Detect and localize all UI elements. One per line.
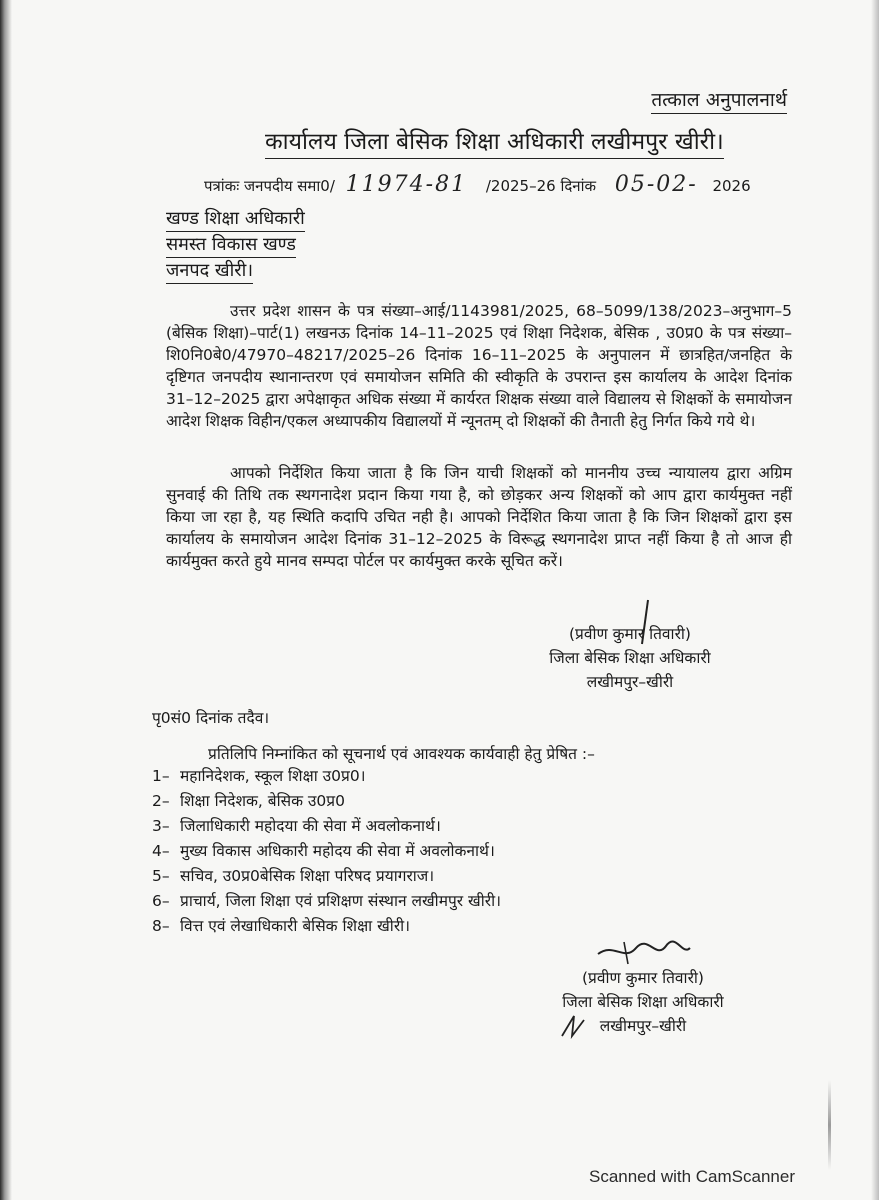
list-item-text: मुख्य विकास अधिकारी महोदय की सेवा में अवलोकनार्थ।: [180, 842, 495, 860]
body-paragraph-2: [166, 462, 792, 572]
list-item-text: सचिव, उ0प्र0बेसिक शिक्षा परिषद प्रयागराज।: [180, 867, 435, 885]
list-item-text: वित्त एवं लेखाधिकारी बेसिक शिक्षा खीरी।: [180, 917, 411, 935]
body-paragraph-2-text: आपको निर्देशित किया जाता है कि जिन याची शिक्षकों को माननीय उच्च न्यायालय द्वारा अग्रिम सुनवाई की तिथि तक स्थगनादेश प्रदान किया गया है, को छोड़कर अन्य शिक्षकों को आप द्वारा कार्यमुक्त नहीं किया जा रहा है, यह स्थिति कदापि उचित नही है। आपको निर्देशित किया जाता है कि जिन शिक्षकों द्वारा इस कार्यालय के समायोजन आदेश दिनांक 31–12–2025 के विरूद्ध स्थगनादेश प्राप्त नहीं किया है तो आज ही कार्यमुक्त करते हुये मानव सम्पदा पोर्टल पर कार्यमुक्त करके सूचित करें।: [166, 464, 792, 570]
endorsement-ref: पृ0सं0 दिनांक तदैव।: [152, 709, 270, 727]
reference-prefix: पत्रांकः जनपदीय समा0/: [204, 177, 335, 195]
copy-list: [152, 764, 501, 939]
urgent-label: तत्काल अनुपालनार्थ: [651, 86, 787, 114]
list-item-number: 3–: [152, 817, 170, 835]
list-item: [152, 814, 501, 839]
scan-edge-artifact: [828, 1080, 831, 1170]
addressee-line-1: खण्ड शिक्षा अधिकारी: [166, 206, 305, 232]
list-item-number: 2–: [152, 792, 170, 810]
signatory-designation-1: जिला बेसिक शिक्षा अधिकारी: [549, 649, 711, 667]
endorsement-intro: प्रतिलिपि निम्नांकित को सूचनार्थ एवं आवश्यक कार्यवाही हेतु प्रेषित :–: [208, 745, 595, 763]
list-item: [152, 864, 501, 889]
addressee-line-3: जनपद खीरी।: [166, 258, 253, 284]
signature-scribble-2: [594, 938, 694, 968]
list-item-text: जिलाधिकारी महोदया की सेवा में अवलोकनार्थ।: [180, 817, 441, 835]
list-item-text: महानिदेशक, स्कूल शिक्षा उ0प्र0।: [180, 767, 366, 785]
list-item-number: 8–: [152, 917, 170, 935]
reference-number: 11974-81: [345, 172, 468, 197]
body-paragraph-1: [166, 300, 792, 432]
list-item-number: 1–: [152, 767, 170, 785]
signatory-name-1: (प्रवीण कुमार तिवारी): [569, 625, 691, 643]
addressee-line-2: समस्त विकास खण्ड: [166, 232, 296, 258]
initial-mark-2: [558, 1010, 588, 1040]
reference-year-part: /2025–26 दिनांक: [485, 177, 597, 195]
scan-shadow-left: [0, 0, 12, 1200]
list-item: [152, 764, 501, 789]
reference-date: 05-02-: [614, 172, 698, 197]
body-paragraph-1-text: उत्तर प्रदेश शासन के पत्र संख्या–आई/1143981/2025, 68–5099/138/2023–अनुभाग–5 (बेसिक शिक्षा)–पार्ट(1) लखनऊ दिनांक 14–11–2025 एवं शिक्षा निदेशक, बेसिक , उ0प्र0 के पत्र संख्या– शि0नि0बे0/47970–48217/2025–26 दिनांक 16–11–2025 के अनुपालन में छात्रहित/जनहित के दृष्टिगत जनपदीय स्थानान्तरण एवं समायोजन समिति की स्वीकृति के उपरान्त इस कार्यालय के आदेश दिनांक 31–12–2025 द्वारा अपेक्षाकृत अधिक संख्या में कार्यरत शिक्षक संख्या वाले विद्यालय से शिक्षकों के समायोजन आदेश शिक्षक विहीन/एकल अध्यापकीय विद्यालयों में न्यूनतम् दो शिक्षकों की तैनाती हेतु निर्गत किये गये थे।: [166, 302, 792, 430]
signature-block-1: [520, 622, 740, 694]
camscanner-watermark: Scanned with CamScanner: [588, 1167, 795, 1186]
signatory-designation-2: जिला बेसिक शिक्षा अधिकारी: [562, 993, 724, 1011]
list-item-text: प्राचार्य, जिला शिक्षा एवं प्रशिक्षण संस्थान लखीमपुर खीरी।: [180, 892, 501, 910]
list-item-text: शिक्षा निदेशक, बेसिक उ0प्र0: [180, 792, 345, 810]
list-item: [152, 889, 501, 914]
scan-shadow-right: [871, 0, 879, 1200]
office-title: कार्यालय जिला बेसिक शिक्षा अधिकारी लखीमपुर खीरी।: [265, 124, 724, 159]
signatory-name-2: (प्रवीण कुमार तिवारी): [582, 969, 704, 987]
list-item-number: 4–: [152, 842, 170, 860]
list-item: [152, 789, 501, 814]
reference-year: 2026: [712, 177, 751, 195]
list-item-number: 5–: [152, 867, 170, 885]
reference-line: [204, 172, 751, 197]
signatory-place-2: लखीमपुर–खीरी: [599, 1017, 687, 1035]
list-item: [152, 839, 501, 864]
signatory-place-1: लखीमपुर–खीरी: [586, 673, 674, 691]
list-item: [152, 914, 501, 939]
list-item-number: 6–: [152, 892, 170, 910]
